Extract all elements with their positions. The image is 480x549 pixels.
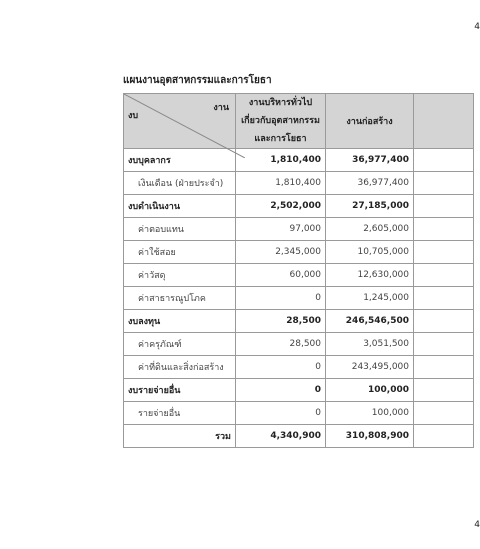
budget-item-row bbox=[124, 264, 474, 287]
budget-group-row bbox=[124, 379, 474, 402]
general-admin-value: 2,345,000 bbox=[236, 241, 326, 264]
construction-value: 100,000 bbox=[326, 379, 414, 402]
total-general-admin: 4,340,900 bbox=[236, 425, 326, 448]
row-label: รายจ่ายอื่น bbox=[124, 402, 236, 425]
budget-item-row bbox=[124, 287, 474, 310]
general-admin-value: 2,502,000 bbox=[236, 195, 326, 218]
general-admin-value: 1,810,400 bbox=[236, 149, 326, 172]
next-column-value bbox=[414, 310, 474, 333]
construction-value: 3,051,500 bbox=[326, 333, 414, 356]
next-column-value bbox=[414, 333, 474, 356]
budget-group-row bbox=[124, 310, 474, 333]
general-admin-value: 60,000 bbox=[236, 264, 326, 287]
construction-value: 27,185,000 bbox=[326, 195, 414, 218]
row-label: ค่าวัสดุ bbox=[124, 264, 236, 287]
budget-item-row bbox=[124, 402, 474, 425]
row-label: เงินเดือน (ฝ่ายประจำ) bbox=[124, 172, 236, 195]
construction-value: 1,245,000 bbox=[326, 287, 414, 310]
page-number-bottom: 4 bbox=[474, 520, 480, 530]
row-label: ค่าใช้สอย bbox=[124, 241, 236, 264]
general-admin-value: 1,810,400 bbox=[236, 172, 326, 195]
budget-item-row bbox=[124, 333, 474, 356]
next-column-value bbox=[414, 195, 474, 218]
header-label-work: งาน bbox=[213, 103, 229, 113]
budget-item-row bbox=[124, 218, 474, 241]
total-row bbox=[124, 425, 474, 448]
row-label: งบดำเนินงาน bbox=[124, 195, 236, 218]
next-column-value bbox=[414, 402, 474, 425]
page-title: แผนงานอุตสาหกรรมและการโยธา bbox=[123, 75, 272, 86]
construction-value: 246,546,500 bbox=[326, 310, 414, 333]
next-column-value bbox=[414, 149, 474, 172]
general-admin-value: 0 bbox=[236, 356, 326, 379]
construction-value: 2,605,000 bbox=[326, 218, 414, 241]
next-column-value bbox=[414, 379, 474, 402]
row-label: งบรายจ่ายอื่น bbox=[124, 379, 236, 402]
diagonal-header-cell bbox=[124, 94, 236, 149]
next-column-value bbox=[414, 218, 474, 241]
total-construction: 310,808,900 bbox=[326, 425, 414, 448]
row-label: ค่าตอบแทน bbox=[124, 218, 236, 241]
general-admin-value: 0 bbox=[236, 287, 326, 310]
construction-value: 36,977,400 bbox=[326, 149, 414, 172]
header-construction: งานก่อสร้าง bbox=[326, 94, 414, 149]
next-column-value bbox=[414, 356, 474, 379]
construction-value: 243,495,000 bbox=[326, 356, 414, 379]
general-admin-value: 0 bbox=[236, 379, 326, 402]
construction-value: 12,630,000 bbox=[326, 264, 414, 287]
next-column-value bbox=[414, 241, 474, 264]
row-label: ค่าที่ดินและสิ่งก่อสร้าง bbox=[124, 356, 236, 379]
table-header-row bbox=[124, 94, 474, 149]
total-label: รวม bbox=[124, 425, 236, 448]
general-admin-value: 0 bbox=[236, 402, 326, 425]
general-admin-value: 97,000 bbox=[236, 218, 326, 241]
budget-item-row bbox=[124, 241, 474, 264]
row-label: งบลงทุน bbox=[124, 310, 236, 333]
page-number-top: 4 bbox=[474, 22, 480, 32]
next-column-value bbox=[414, 287, 474, 310]
general-admin-value: 28,500 bbox=[236, 310, 326, 333]
row-label: ค่าสาธารณูปโภค bbox=[124, 287, 236, 310]
header-general-admin: งานบริหารทั่วไปเกี่ยวกับอุตสาหกรรมและการโยธา bbox=[236, 94, 326, 149]
construction-value: 10,705,000 bbox=[326, 241, 414, 264]
construction-value: 36,977,400 bbox=[326, 172, 414, 195]
budget-item-row bbox=[124, 356, 474, 379]
general-admin-value: 28,500 bbox=[236, 333, 326, 356]
total-next-column bbox=[414, 425, 474, 448]
header-label-budget: งบ bbox=[128, 111, 139, 121]
next-column-value bbox=[414, 172, 474, 195]
row-label: งบบุคลากร bbox=[124, 149, 236, 172]
budget-group-row bbox=[124, 195, 474, 218]
header-next-column bbox=[414, 94, 474, 149]
construction-value: 100,000 bbox=[326, 402, 414, 425]
next-column-value bbox=[414, 264, 474, 287]
budget-table bbox=[123, 93, 474, 448]
budget-item-row bbox=[124, 172, 474, 195]
row-label: ค่าครุภัณฑ์ bbox=[124, 333, 236, 356]
